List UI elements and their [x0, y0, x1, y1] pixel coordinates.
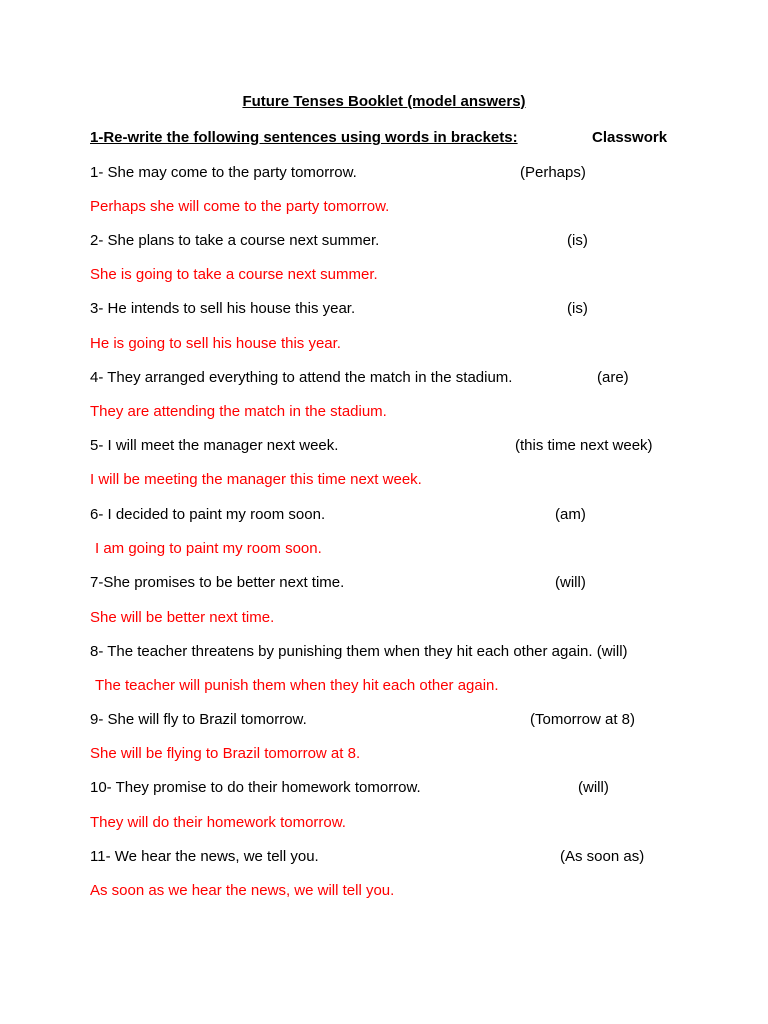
question-7: 7-She promises to be better next time.	[90, 574, 345, 591]
hint-5: (this time next week)	[515, 437, 653, 454]
hint-2: (is)	[567, 232, 588, 249]
question-11: 11- We hear the news, we tell you.	[90, 848, 319, 865]
hint-9: (Tomorrow at 8)	[530, 711, 636, 728]
hint-4: (are)	[597, 369, 629, 386]
question-4: 4- They arranged everything to attend the match in the stadium.	[90, 369, 513, 386]
question-8: 8- The teacher threatens by punishing them when they hit each other again. (will)	[90, 643, 628, 660]
hint-10: (will)	[578, 779, 609, 796]
answer-1: Perhaps she will come to the party tomorrow.	[90, 198, 390, 215]
question-6: 6- I decided to paint my room soon.	[90, 506, 326, 523]
hint-6: (am)	[555, 506, 586, 523]
classwork-label: Classwork	[592, 129, 668, 146]
answer-2: She is going to take a course next summer.	[90, 266, 378, 283]
question-2: 2- She plans to take a course next summer.	[90, 232, 380, 249]
answer-5: I will be meeting the manager this time next week.	[90, 471, 422, 488]
answer-11: As soon as we hear the news, we will tell you.	[90, 882, 395, 899]
hint-11: (As soon as)	[560, 848, 645, 865]
answer-4: They are attending the match in the stadium.	[90, 403, 387, 420]
answer-10: They will do their homework tomorrow.	[90, 814, 346, 831]
answer-8: The teacher will punish them when they hit each other again.	[95, 677, 499, 694]
page-title: Future Tenses Booklet (model answers)	[242, 93, 526, 110]
answer-6: I am going to paint my room soon.	[95, 540, 322, 557]
question-9: 9- She will fly to Brazil tomorrow.	[90, 711, 307, 728]
answer-7: She will be better next time.	[90, 609, 275, 626]
section-heading: 1-Re-write the following sentences using words in brackets:	[90, 129, 518, 146]
hint-3: (is)	[567, 300, 588, 317]
hint-7: (will)	[555, 574, 586, 591]
answer-9: She will be flying to Brazil tomorrow at 8.	[90, 745, 361, 762]
hint-1: (Perhaps)	[520, 164, 586, 181]
answer-3: He is going to sell his house this year.	[90, 335, 341, 352]
question-10: 10- They promise to do their homework tomorrow.	[90, 779, 421, 796]
question-5: 5- I will meet the manager next week.	[90, 437, 339, 454]
question-1: 1- She may come to the party tomorrow.	[90, 164, 357, 181]
question-3: 3- He intends to sell his house this year.	[90, 300, 356, 317]
